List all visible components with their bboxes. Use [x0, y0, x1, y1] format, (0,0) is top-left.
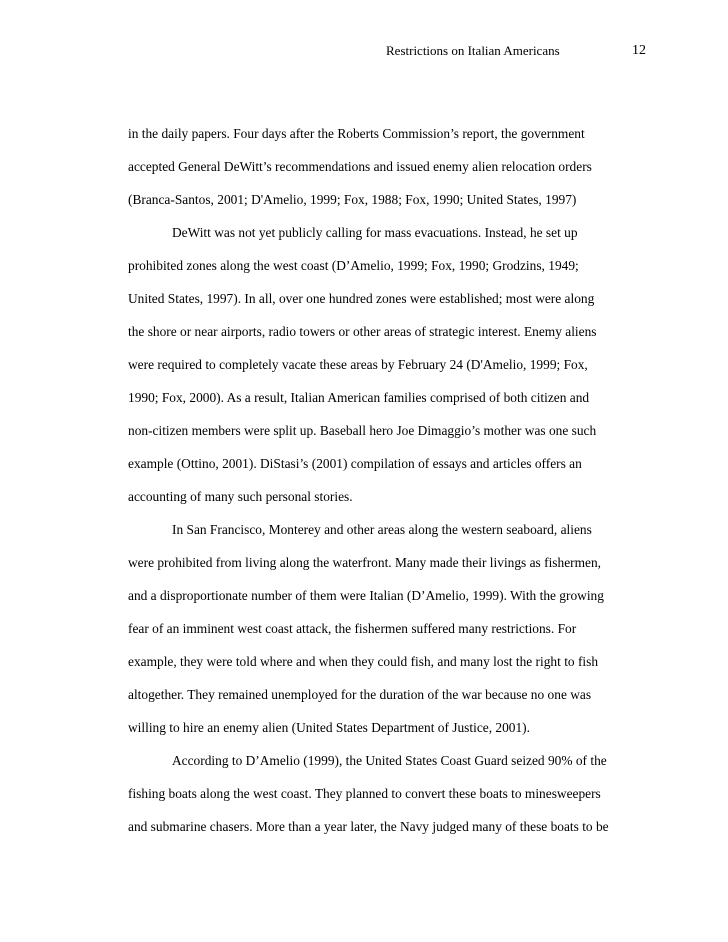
running-head: Restrictions on Italian Americans	[386, 43, 560, 58]
text-line: willing to hire an enemy alien (United States Department of Justice, 2001).	[128, 720, 530, 735]
text-line: accounting of many such personal stories.	[128, 489, 353, 504]
text-line: and a disproportionate number of them were Italian (D’Amelio, 1999). With the growing	[128, 588, 604, 603]
text-line: accepted General DeWitt’s recommendations and issued enemy alien relocation orders	[128, 159, 592, 174]
text-line: non-citizen members were split up. Baseball hero Joe Dimaggio’s mother was one such	[128, 423, 597, 438]
page-number: 12	[632, 43, 646, 58]
text-line: were prohibited from living along the waterfront. Many made their livings as fishermen,	[128, 555, 602, 570]
text-line: United States, 1997). In all, over one hundred zones were established; most were along	[128, 291, 595, 306]
text-line: in the daily papers. Four days after the Roberts Commission’s report, the government	[128, 126, 585, 141]
text-line: the shore or near airports, radio towers or other areas of strategic interest. Enemy aliens	[128, 324, 597, 339]
text-line: prohibited zones along the west coast (D’Amelio, 1999; Fox, 1990; Grodzins, 1949;	[128, 258, 579, 273]
paragraph-first-line: DeWitt was not yet publicly calling for mass evacuations. Instead, he set up	[172, 225, 578, 240]
text-line: 1990; Fox, 2000). As a result, Italian American families comprised of both citizen and	[128, 390, 590, 405]
text-line: (Branca-Santos, 2001; D'Amelio, 1999; Fox, 1988; Fox, 1990; United States, 1997)	[128, 192, 577, 207]
page-header	[386, 42, 648, 60]
text-line: fishing boats along the west coast. They planned to convert these boats to minesweepers	[128, 786, 601, 801]
text-line: example (Ottino, 2001). DiStasi’s (2001) compilation of essays and articles offers an	[128, 456, 582, 471]
paragraph-first-line: According to D’Amelio (1999), the United States Coast Guard seized 90% of the	[172, 753, 607, 768]
text-line: altogether. They remained unemployed for the duration of the war because no one was	[128, 687, 592, 702]
paragraph-first-line: In San Francisco, Monterey and other areas along the western seaboard, aliens	[172, 522, 592, 537]
text-line: example, they were told where and when they could fish, and many lost the right to fish	[128, 654, 599, 669]
text-line: and submarine chasers. More than a year later, the Navy judged many of these boats to be	[128, 819, 609, 834]
text-line: were required to completely vacate these areas by February 24 (D'Amelio, 1999; Fox,	[128, 357, 588, 372]
text-line: fear of an imminent west coast attack, the fishermen suffered many restrictions. For	[128, 621, 577, 636]
